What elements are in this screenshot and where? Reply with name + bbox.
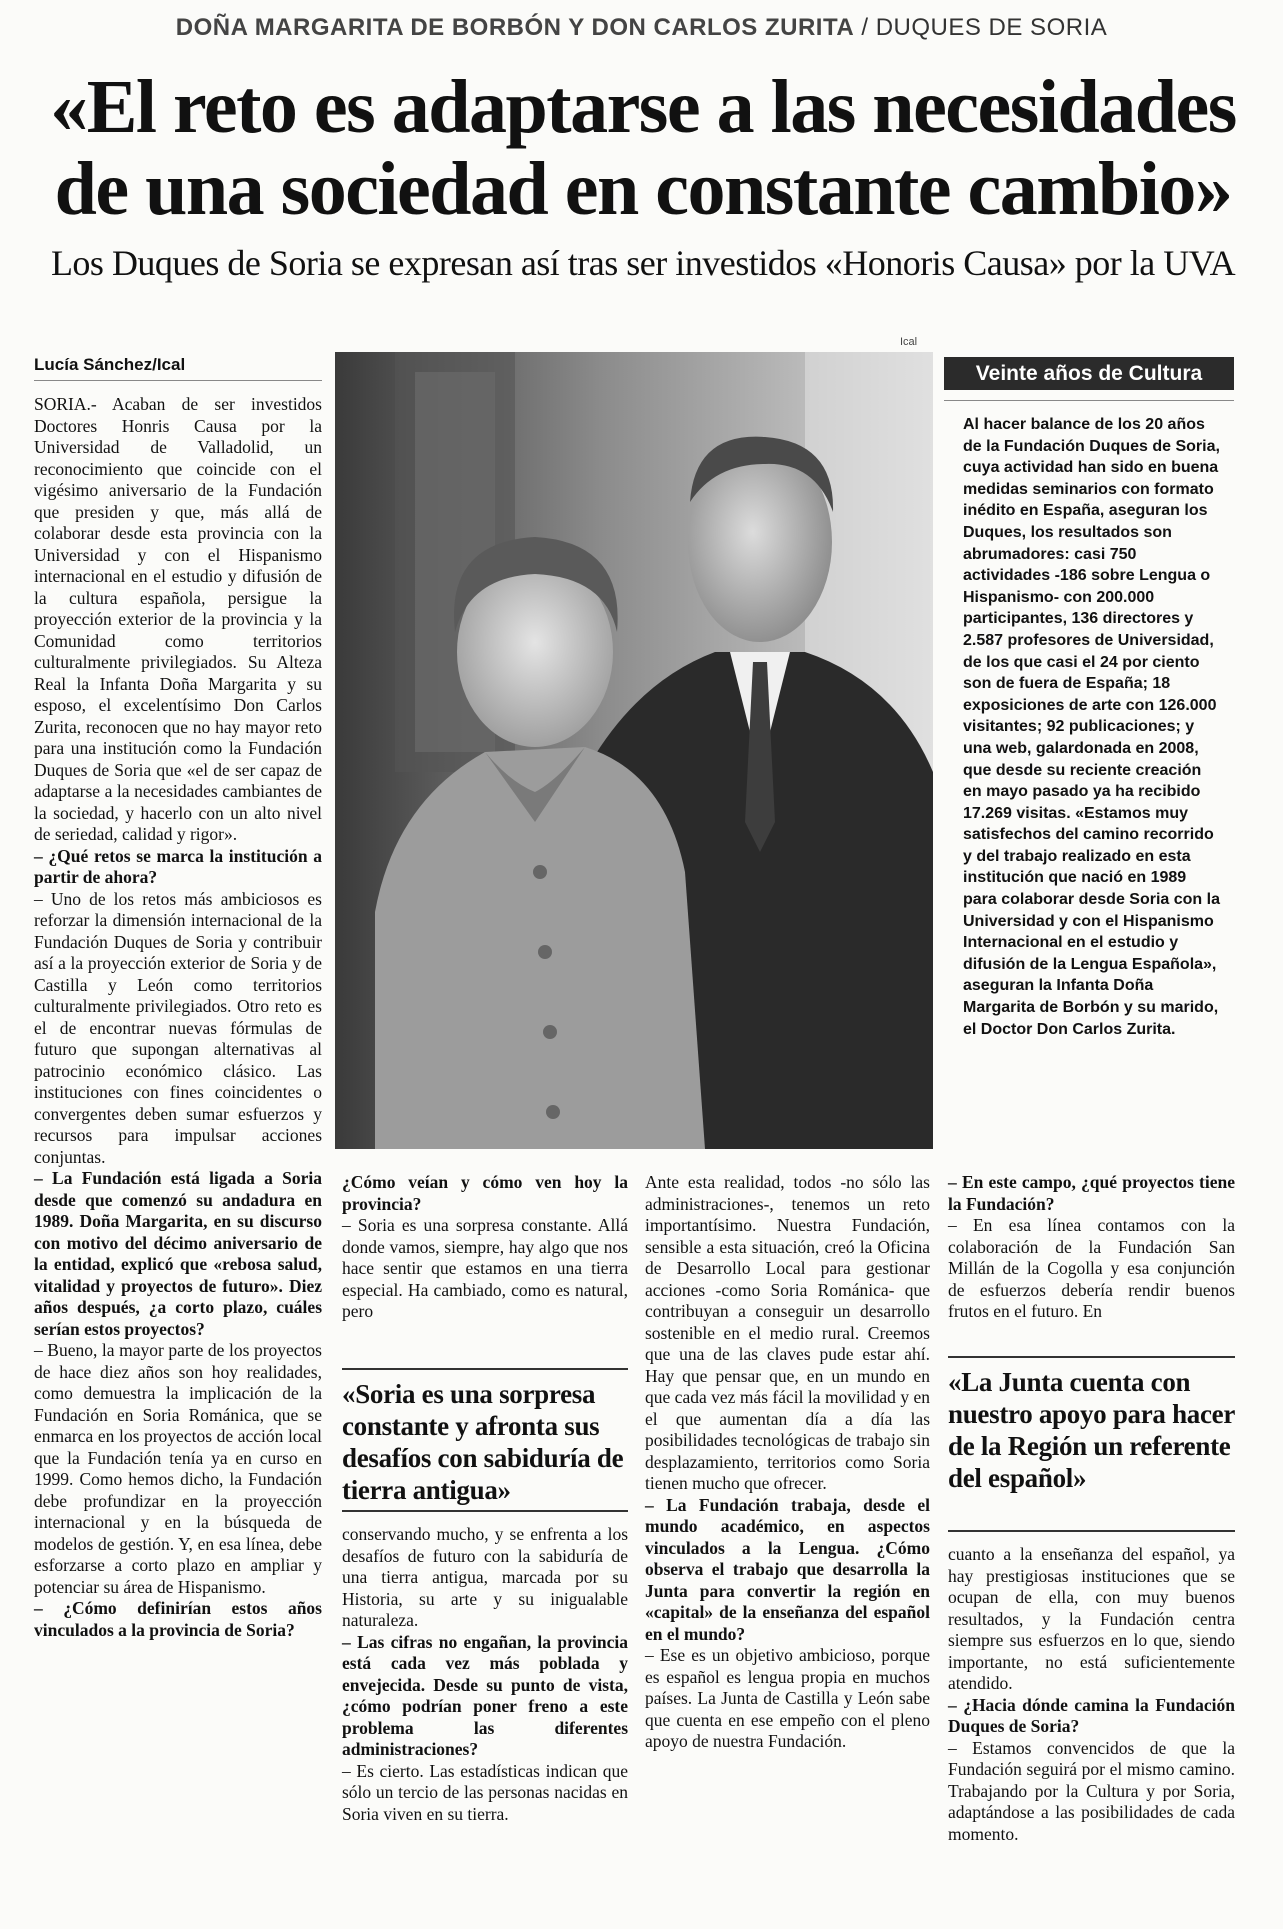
kicker-names: DOÑA MARGARITA DE BORBÓN Y DON CARLOS ZURITA — [175, 14, 855, 41]
answer: cuanto a la enseñanza del español, ya hay prestigiosas instituciones que se ocupan de ella, con muy buenos resultados, y la Fundación centra siempre sus esfuerzos en lo que, siendo importante, no está suficientemente atendido. — [948, 1544, 1235, 1693]
column-4-bottom — [948, 1544, 1235, 1845]
question: – En este campo, ¿qué proyectos tiene la Fundación? — [948, 1172, 1235, 1214]
pullquote-rule-top — [948, 1356, 1235, 1358]
pullquote-2: «La Junta cuenta con nuestro apoyo para hacer de la Región un referente del español» — [948, 1367, 1235, 1493]
answer: Ante esta realidad, todos -no sólo las administraciones-, tenemos un reto importantísimo. Nuestra Fundación, sensible a esta situación, creó la Oficina de Desarrollo Local para gestionar acciones -como Soria Románica- que contribuyan a conseguir un desarrollo sostenible en el medio rural. Creemos que una de las claves pude estar ahí. Hay que pensar que, en un mundo en que cada vez más fácil la movilidad y en el que aumentan día a día las posibilidades tecnológicas de trabajo sin desplazamiento, territorios como Soria tienen mucho que ofrecer. — [645, 1172, 930, 1493]
pullquote-rule-bottom — [342, 1510, 628, 1512]
photo-credit: Ical — [900, 336, 918, 348]
question: – La Fundación está ligada a Soria desde que comenzó su andadura en 1989. Doña Margarita, en su discurso con motivo del décimo aniversario de la entidad, explicó que «rebosa salud, vitalidad y proyectos de futuro». Diez años después, ¿a corto plazo, cuáles serían estos proyectos? — [34, 1168, 322, 1339]
answer: – Estamos convencidos de que la Fundación seguirá por el mismo camino. Trabajando por la Cultura y por Soria, adaptándose a las posibilidades de cada momento. — [948, 1737, 1235, 1844]
pullquote-1: «Soria es una sorpresa constante y afronta sus desafíos con sabiduría de tierra antigua» — [342, 1379, 624, 1505]
subheadline: Los Duques de Soria se expresan así tras ser investidos «Honoris Causa» por la UVA — [50, 243, 1236, 283]
answer: – En esa línea contamos con la colaboración de la Fundación San Millán de la Cogolla y esa conjunción de esfuerzos debería rendir buenos frutos en el futuro. En — [948, 1215, 1235, 1321]
column-2-bottom — [342, 1524, 628, 1825]
answer: – Es cierto. Las estadísticas indican que sólo un tercio de las personas nacidas en Soria viven en su tierra. — [342, 1760, 628, 1824]
question: – Las cifras no engañan, la provincia está cada vez más poblada y envejecida. Desde su punto de vista, ¿cómo podrían poner freno a este problema las diferentes administraciones? — [342, 1631, 628, 1759]
answer: – Uno de los retos más ambiciosos es reforzar la dimensión internacional de la Fundación Duques de Soria y contribuir así a la proyección exterior de Soria y de Castilla y León como territorios culturalmente privilegiados. Otro reto es el de encontrar nuevas fórmulas de futuro que supongan alternativas al patrocinio económico clásico. Las instituciones con fines coincidentes o convergentes deben sumar esfuerzos y recursos para impulsar acciones conjuntas. — [34, 888, 322, 1167]
question: – La Fundación trabaja, desde el mundo académico, en aspectos vinculados a la Lengua. ¿Cómo observa el trabajo que desarrolla la Junta para convertir la región en «capital» de la enseñanza del español en el mundo? — [645, 1494, 930, 1644]
byline-rule — [34, 380, 322, 381]
kicker-section: DUQUES DE SORIA — [875, 14, 1108, 41]
headline-line-1: «El reto es adaptarse a las necesidades — [50, 65, 1236, 149]
answer: – Bueno, la mayor parte de los proyectos de hace diez años son hoy realidades, como demuestra la implicación de la Fundación en Soria Románica, que se enmarca en los proyectos de acción local que la Fundación tenía ya en curso en 1999. Como hemos dicho, la Fundación debe profundizar en la proyección internacional y en la búsqueda de modelos de gestión. Y, en esa línea, debe esforzarse a corto plazo en ampliar y potenciar su área de Hispanismo. — [34, 1340, 322, 1597]
pullquote-rule-bottom — [948, 1530, 1235, 1532]
question: – ¿Qué retos se marca la institución a partir de ahora? — [34, 845, 322, 887]
answer: – Soria es una sorpresa constante. Allá donde vamos, siempre, hay algo que nos hace sentir que estamos en una tierra especial. Ha cambiado, como es natural, pero — [342, 1215, 628, 1321]
column-4-top — [948, 1172, 1235, 1323]
sidebar-text: Al hacer balance de los 20 años de la Fundación Duques de Soria, cuya actividad han sido en buena medidas seminarios con formato inédito en España, aseguran los Duques, los resultados son abrumadores: casi 750 actividades -186 sobre Lengua o Hispanismo- con 200.000 participantes, 136 directores y 2.587 profesores de Universidad, de los que casi el 24 por ciento son de fuera de España; 18 exposiciones de arte con 126.000 visitantes; 92 publicaciones; y una web, galardonada en 2008, que desde su reciente creación en mayo pasado ya ha recibido 17.269 visitas. «Estamos muy satisfechos del camino recorrido y del trabajo realizado en esta institución que nació en 1989 para colaborar desde Soria con la Universidad y con el Hispanismo Internacional en el estudio y difusión de la Lengua Española», aseguran la Infanta Doña Margarita de Borbón y su marido, el Doctor Don Carlos Zurita. — [963, 416, 1220, 1038]
question: – ¿Cómo definirían estos años vinculados a la provincia de Soria? — [34, 1598, 322, 1640]
byline: Lucía Sánchez/Ical — [34, 355, 186, 374]
answer: – Ese es un objetivo ambicioso, porque es español es lengua propia en muchos países. La Junta de Castilla y León sabe que cuenta en ese empeño con el pleno apoyo de nuestra Fundación. — [645, 1645, 930, 1751]
intro-paragraph: SORIA.- Acaban de ser investidos Doctores Honris Causa por la Universidad de Valladolid, un reconocimiento que coincide con el vigésimo aniversario de la Fundación que presiden y que, más allá de colaborar desde esta provincia con la Universidad y con el Hispanismo internacional en el estudio y difusión de la cultura española, persigue la proyección exterior de la provincia y la Comunidad como territorios culturalmente privilegiados. Su Alteza Real la Infanta Doña Margarita y su esposo, el excelentísimo Don Carlos Zurita, reconocen que no hay mayor reto para una institución como la Fundación Duques de Soria que «el de ser capaz de adaptarse a la necesidades cambiantes de la sociedad, y hacerlo con un alto nivel de seriedad, calidad y rigor». — [34, 394, 322, 844]
sidebar-title: Veinte años de Cultura — [944, 357, 1234, 390]
duques-photo — [335, 352, 933, 1149]
headline-line-2: de una sociedad en constante cambio» — [54, 147, 1232, 231]
headline — [28, 66, 1258, 230]
kicker-separator: / — [854, 14, 876, 41]
answer: conservando mucho, y se enfrenta a los desafíos de futuro con la sabiduría de una tierra antigua, marcada por su Historia, su arte y su inigualable naturaleza. — [342, 1524, 628, 1630]
column-3 — [645, 1172, 930, 1753]
question: – ¿Hacia dónde camina la Fundación Duques de Soria? — [948, 1694, 1235, 1736]
question: ¿Cómo veían y cómo ven hoy la provincia? — [342, 1172, 628, 1214]
pullquote-rule-top — [342, 1368, 628, 1370]
kicker — [0, 14, 1283, 42]
column-2-top — [342, 1172, 628, 1323]
sidebar-rule — [944, 400, 1234, 401]
column-1 — [34, 394, 322, 1641]
